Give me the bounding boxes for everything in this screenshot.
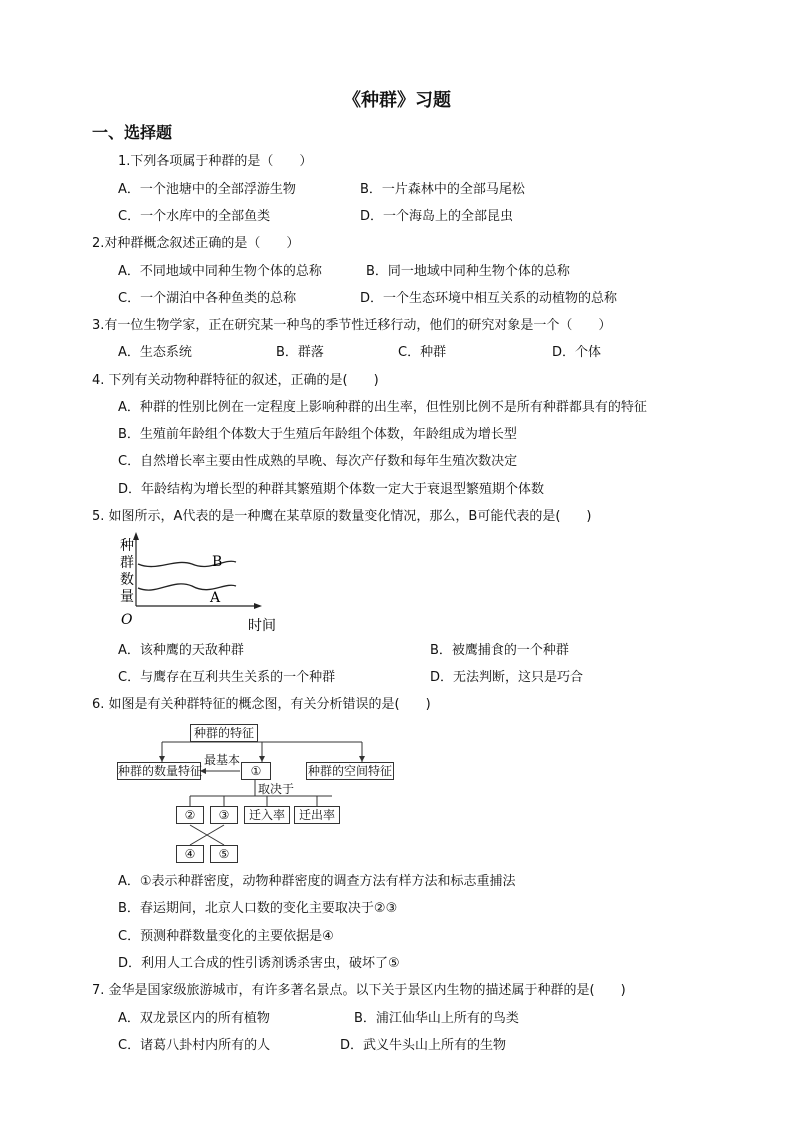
q7-option-c: C．诸葛八卦村内所有的人: [118, 1038, 271, 1053]
q2-option-a: A．不同地域中同种生物个体的总称: [118, 264, 322, 279]
section-heading: 一、选择题: [92, 123, 173, 142]
curve-b-label: B: [212, 554, 223, 570]
graph-ylabel-4: 量: [120, 589, 134, 605]
q5-option-a: A．该种鹰的天敌种群: [118, 643, 244, 658]
q3-option-b: B．群落: [276, 345, 324, 360]
q5-option-c: C．与鹰存在互利共生关系的一个种群: [118, 670, 336, 685]
node-spatial-characteristics: 种群的空间特征: [307, 764, 392, 778]
q4-option-b: B．生殖前年龄组个体数大于生殖后年龄组个体数，年龄组成为增长型: [118, 427, 517, 442]
node-population-characteristics: 种群的特征: [190, 724, 258, 742]
q1-option-c: C．一个水库中的全部鱼类: [118, 209, 271, 224]
node-quantity-characteristics: 种群的数量特征: [118, 764, 203, 778]
node-3: ③: [210, 806, 238, 824]
node-immigration-rate: 迁入率: [244, 806, 290, 824]
q7-stem: 7. 金华是国家级旅游城市，有许多著名景点。以下关于景区内生物的描述属于种群的是( ): [92, 983, 626, 998]
node-4: ④: [176, 845, 204, 863]
q6-option-c: C．预测种群数量变化的主要依据是④: [118, 929, 334, 944]
node-1: ①: [241, 762, 271, 780]
graph-ylabel-3: 数: [120, 572, 134, 588]
label-most-basic: 最基本: [204, 753, 241, 767]
q6-option-b: B．春运期间，北京人口数的变化主要取决于②③: [118, 901, 398, 916]
q7-option-b: B．浦江仙华山上所有的鸟类: [354, 1011, 519, 1026]
q3-stem: 3.有一位生物学家，正在研究某一种鸟的季节性迁移行动，他们的研究对象是一个（ ）: [92, 318, 612, 333]
q2-option-b: B．同一地域中同种生物个体的总称: [366, 264, 570, 279]
graph-xlabel: 时间: [248, 618, 276, 634]
q4-option-d: D．年龄结构为增长型的种群其繁殖期个体数一定大于衰退型繁殖期个体数: [118, 482, 545, 497]
q3-option-a: A．生态系统: [118, 345, 192, 360]
page-title: 《种群》习题: [343, 90, 451, 111]
q4-option-a: A．种群的性别比例在一定程度上影响种群的出生率，但性别比例不是所有种群都具有的特征: [118, 400, 647, 415]
q1-option-a: A．一个池塘中的全部浮游生物: [118, 182, 296, 197]
node-5: ⑤: [210, 845, 238, 863]
q7-option-a: A．双龙景区内的所有植物: [118, 1011, 270, 1026]
q6-option-a: A．①表示种群密度，动物种群密度的调查方法有样方法和标志重捕法: [118, 874, 516, 889]
q4-option-c: C．自然增长率主要由性成熟的早晚、每次产仔数和每年生殖次数决定: [118, 454, 518, 469]
node-emigration-rate: 迁出率: [294, 806, 340, 824]
q2-option-c: C．一个湖泊中各种鱼类的总称: [118, 291, 297, 306]
graph-ylabel-2: 群: [120, 555, 134, 571]
curve-a-label: A: [210, 590, 221, 606]
q5-option-d: D．无法判断，这只是巧合: [430, 670, 584, 685]
q3-option-c: C．种群: [398, 345, 447, 360]
q5-stem: 5. 如图所示，A代表的是一种鹰在某草原的数量变化情况，那么，B可能代表的是( ): [92, 509, 592, 524]
q1-option-b: B．一片森林中的全部马尾松: [360, 182, 525, 197]
q3-option-d: D．个体: [552, 345, 602, 360]
q4-stem: 4. 下列有关动物种群特征的叙述，正确的是( ): [92, 373, 379, 388]
q7-option-d: D．武义牛头山上所有的生物: [340, 1038, 507, 1053]
graph-ylabel-1: 种: [120, 538, 134, 554]
q2-option-d: D．一个生态环境中相互关系的动植物的总称: [360, 291, 618, 306]
graph-origin: O: [121, 612, 133, 628]
q5-option-b: B．被鹰捕食的一个种群: [430, 643, 569, 658]
q1-stem: 1.下列各项属于种群的是（ ）: [118, 154, 313, 169]
q5-population-graph: [112, 530, 292, 640]
label-depends-on: 取决于: [258, 782, 295, 796]
node-2: ②: [176, 806, 204, 824]
q6-option-d: D．利用人工合成的性引诱剂诱杀害虫，破坏了⑤: [118, 956, 400, 971]
q1-option-d: D．一个海岛上的全部昆虫: [360, 209, 514, 224]
q6-stem: 6. 如图是有关种群特征的概念图，有关分析错误的是( ): [92, 697, 431, 712]
q2-stem: 2.对种群概念叙述正确的是（ ）: [92, 236, 300, 251]
